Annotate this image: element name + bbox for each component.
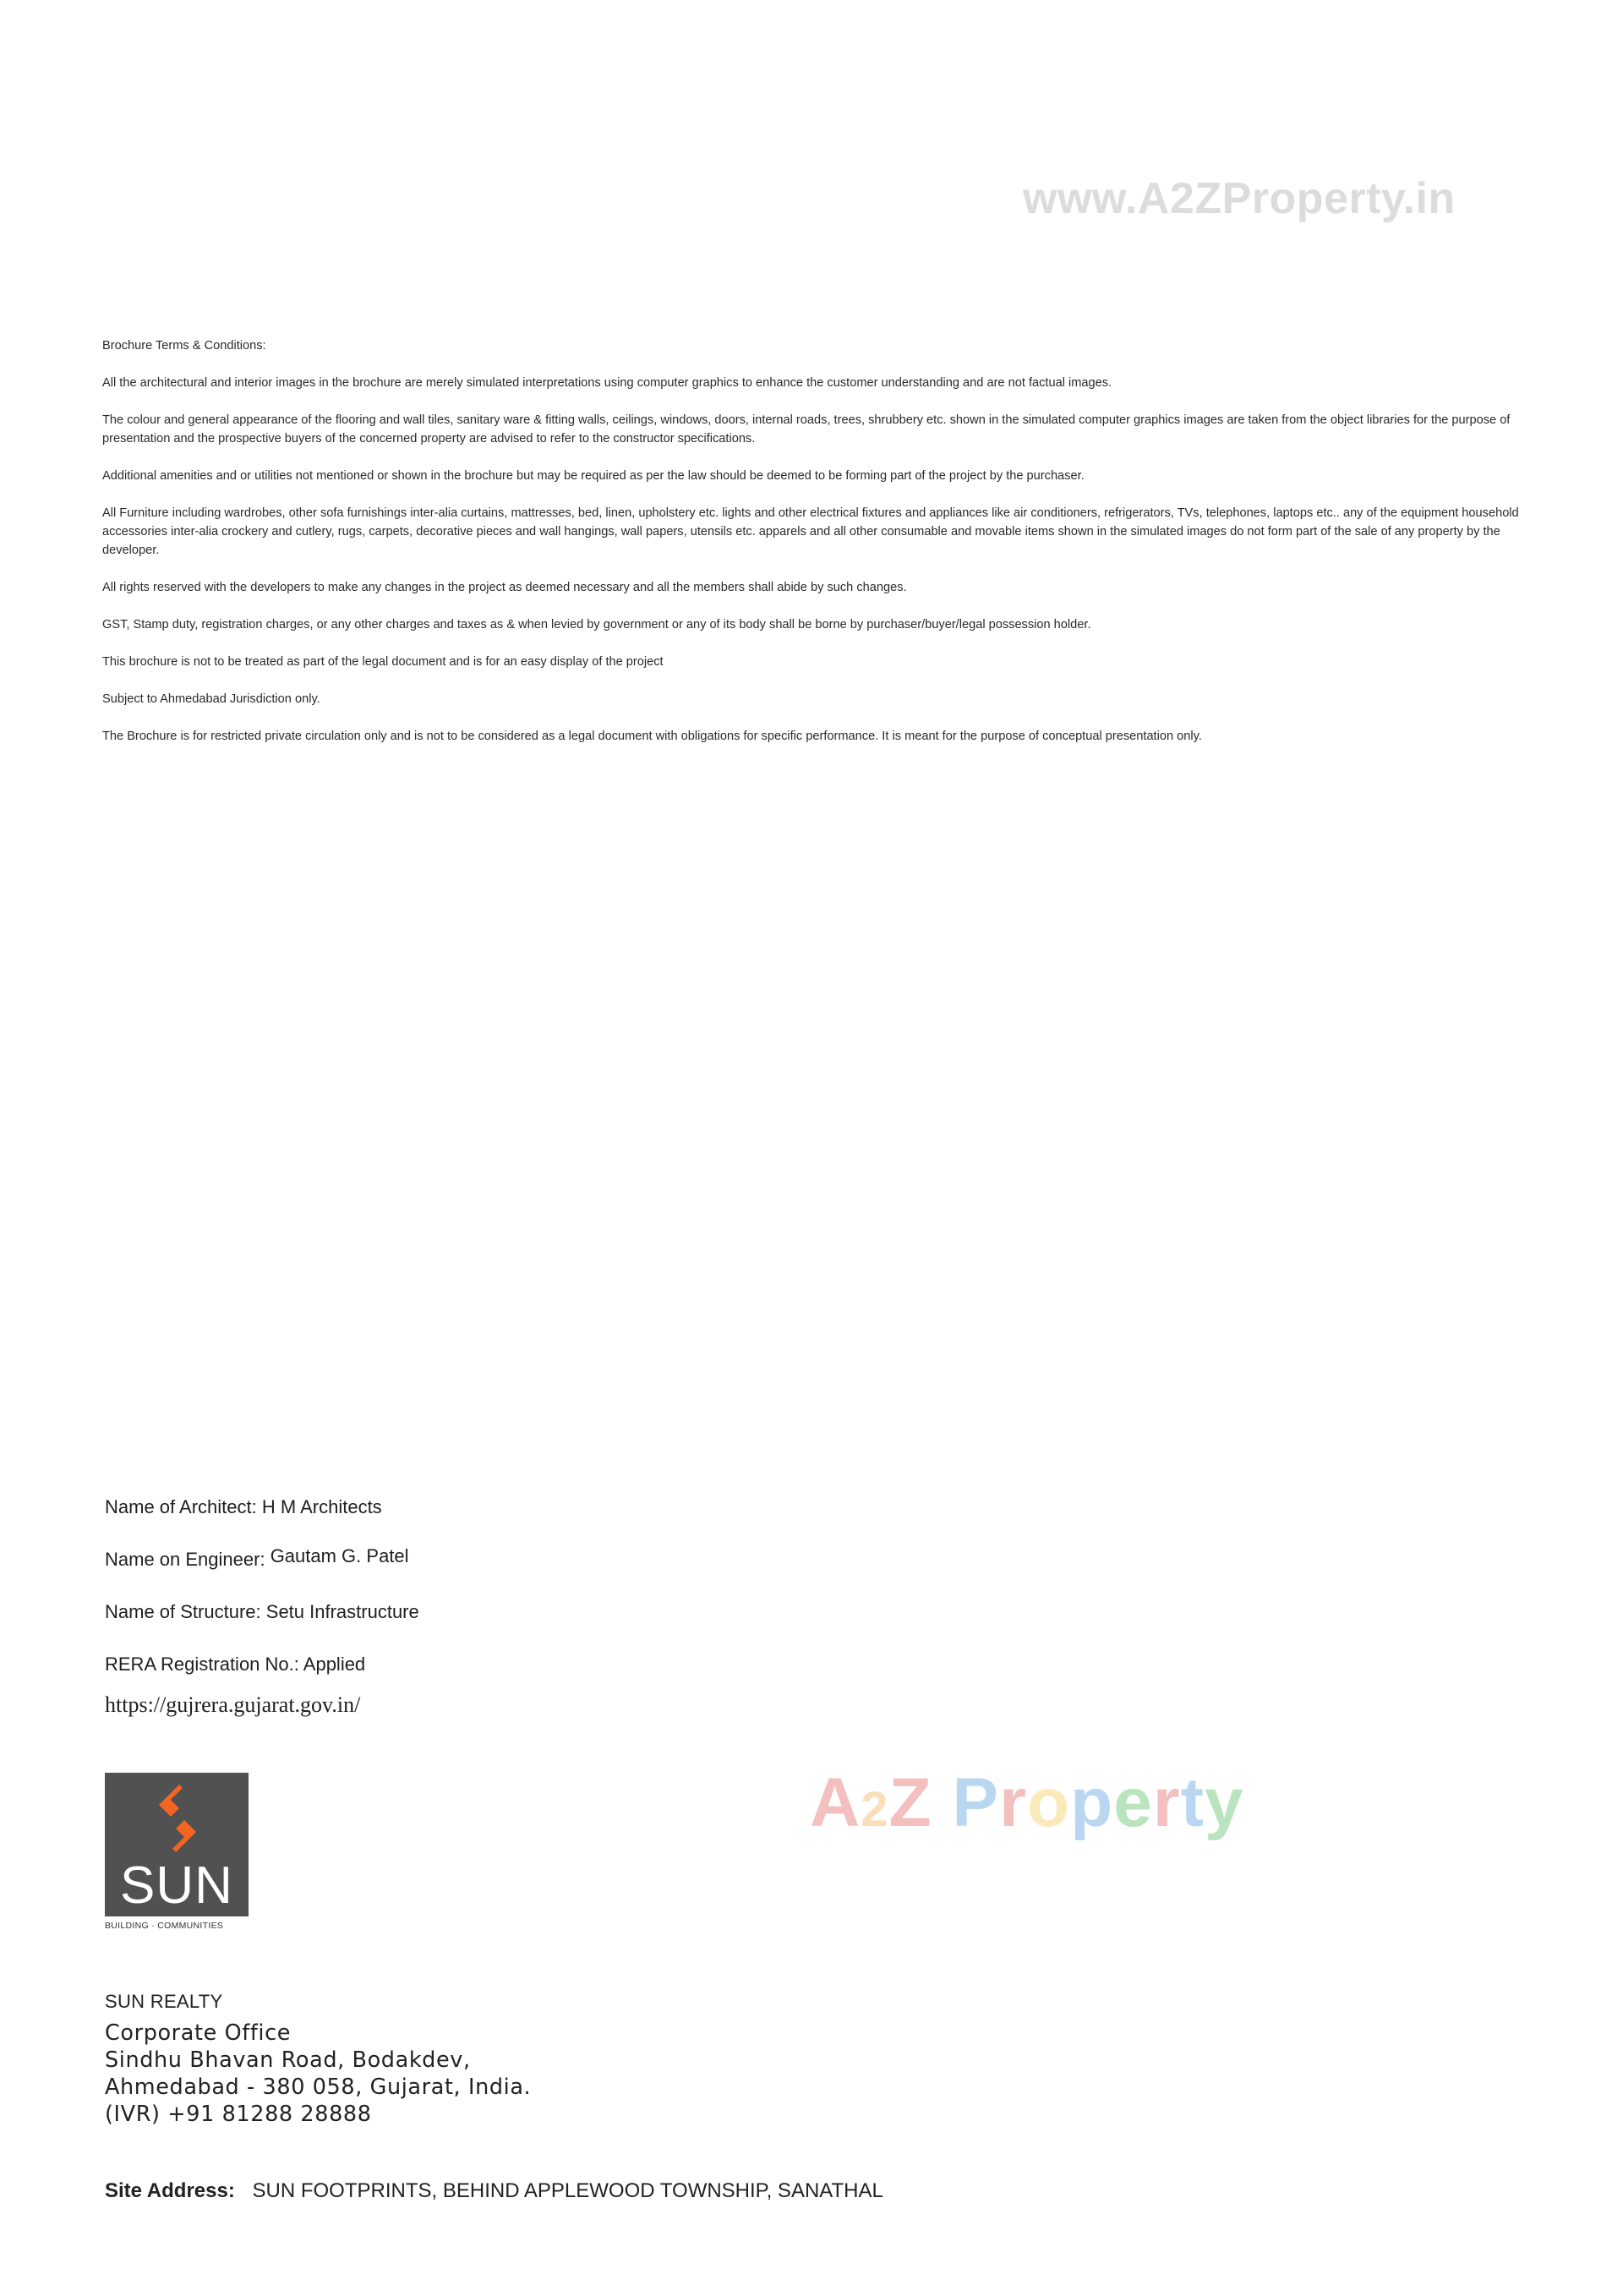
office-phone: (IVR) +91 81288 28888 xyxy=(105,2102,372,2127)
rera-url[interactable]: https://gujrera.gujarat.gov.in/ xyxy=(105,1692,361,1717)
watermark-url: www.A2ZProperty.in xyxy=(1023,174,1456,223)
sun-logo xyxy=(105,1773,249,1916)
terms-paragraph: GST, Stamp duty, registration charges, or any other charges and taxes as & when levied by government or any of its body shall be borne by purchaser/buyer/legal possession holder. xyxy=(102,618,1091,631)
engineer-label: Name on Engineer: xyxy=(105,1549,265,1570)
terms-paragraph: All rights reserved with the developers to make any changes in the project as deemed necessary and all the members shall abide by such changes. xyxy=(102,581,907,594)
corporate-office xyxy=(105,1991,531,2128)
site-address-value: SUN FOOTPRINTS, BEHIND APPLEWOOD TOWNSHIP, SANATHAL xyxy=(252,2179,883,2202)
logo-tagline: BUILDING · COMMUNITIES xyxy=(105,1921,224,1931)
office-line: Ahmedabad - 380 058, Gujarat, India. xyxy=(105,2075,532,2100)
office-line: Corporate Office xyxy=(105,2020,291,2046)
terms-paragraph: All Furniture including wardrobes, other sofa furnishings inter-alia curtains, mattresses, bed, linen, upholstery etc. lights and other electrical fixtures and appliances like air conditioners, refrigerators, TVs, telephones, laptops etc.. any of the equipment household accessories inter-alia crockery and cutlery, rugs, carpets, decorative pieces and wall hangings, wall papers, utensils etc. apparels and all other consumable and movable items shown in the simulated images do not form part of the sale of any property by the developer. xyxy=(102,506,1519,557)
structure-value: Setu Infrastructure xyxy=(265,1601,419,1622)
rera-label: RERA Registration No.: xyxy=(105,1654,299,1675)
office-line: Sindhu Bhavan Road, Bodakdev, xyxy=(105,2047,471,2073)
a2z-watermark-logo: A2Z Property xyxy=(810,1764,1244,1841)
terms-paragraph: All the architectural and interior images in the brochure are merely simulated interpretations using computer graphics to enhance the customer understanding and are not factual images. xyxy=(102,376,1112,390)
terms-heading: Brochure Terms & Conditions: xyxy=(102,339,266,353)
terms-paragraph: The colour and general appearance of the flooring and wall tiles, sanitary ware & fitting walls, ceilings, windows, doors, internal roads, trees, shrubbery etc. shown in the simulated computer graphics images are taken from the object libraries for the purpose of presentation and the prospective buyers of the concerned property are advised to refer to the constructor specifications. xyxy=(102,413,1511,446)
terms-paragraph: Subject to Ahmedabad Jurisdiction only. xyxy=(102,692,320,706)
terms-paragraph: This brochure is not to be treated as part of the legal document and is for an easy display of the project xyxy=(102,655,664,669)
structure-line xyxy=(105,1601,419,1623)
terms-paragraph: Additional amenities and or utilities not mentioned or shown in the brochure but may be required as per the law should be deemed to be forming part of the project by the purchaser. xyxy=(102,469,1085,483)
site-address xyxy=(105,2179,883,2203)
structure-label: Name of Structure: xyxy=(105,1601,261,1622)
terms-section xyxy=(102,336,1522,764)
site-address-label: Site Address: xyxy=(105,2179,235,2202)
architect-label: Name of Architect: xyxy=(105,1496,257,1517)
company-name: SUN REALTY xyxy=(105,1991,223,2012)
rera-value: Applied xyxy=(303,1654,366,1675)
engineer-value: Gautam G. Patel xyxy=(270,1545,409,1566)
rera-line xyxy=(105,1654,365,1676)
terms-paragraph: The Brochure is for restricted private circulation only and is not to be considered as a legal document with obligations for specific performance. It is meant for the purpose of conceptual presentation only. xyxy=(102,730,1202,743)
logo-word: SUN xyxy=(120,1856,233,1915)
engineer-line xyxy=(105,1545,409,1571)
architect-line xyxy=(105,1496,382,1518)
architect-value: H M Architects xyxy=(261,1496,382,1517)
